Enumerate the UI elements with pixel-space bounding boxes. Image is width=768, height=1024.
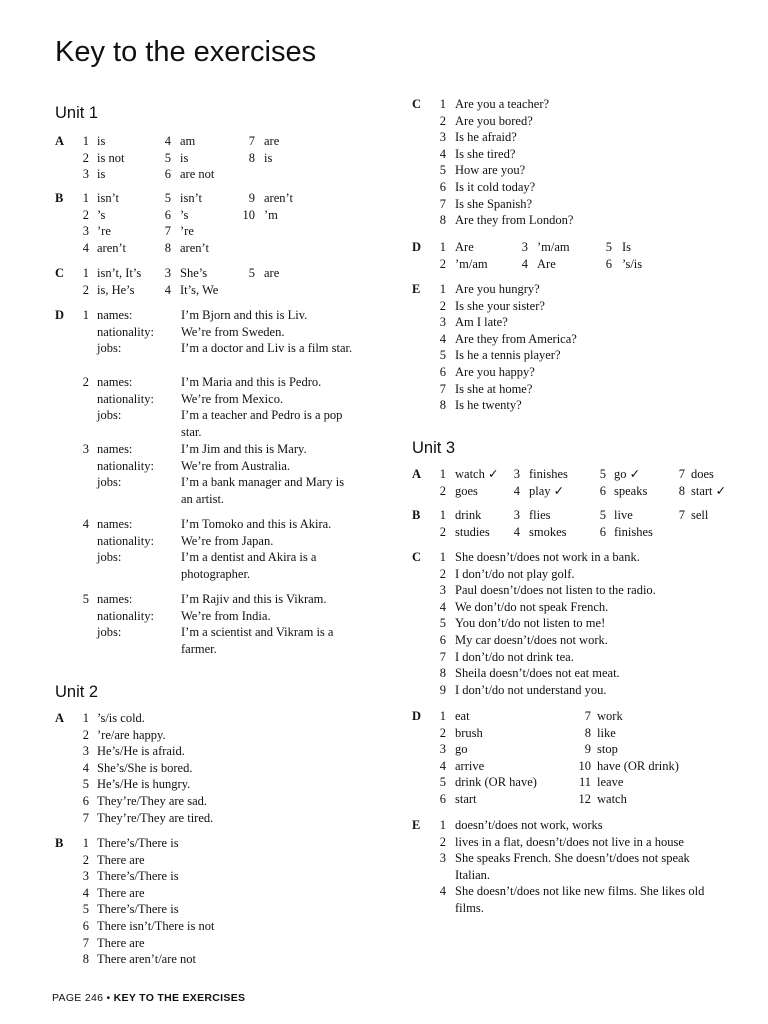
field-value: I’m Jim and this is Mary.	[181, 442, 307, 456]
field-label: names:	[97, 375, 133, 389]
item-number: 5	[164, 150, 171, 165]
answer-text: does	[691, 467, 714, 481]
field-value: We’re from Sweden.	[181, 324, 285, 339]
answer-text: Are you a teacher?	[455, 97, 550, 111]
page-number: PAGE 246	[52, 992, 104, 1004]
answer-text: They’re/They are sad.	[97, 794, 208, 808]
field-value: We’re from Japan.	[181, 533, 274, 548]
exercise-letter: C	[55, 266, 65, 280]
answer-text: Am I late?	[455, 315, 508, 330]
item-number: 4	[164, 134, 171, 148]
item-number: 2	[439, 566, 446, 581]
field-label: names:	[97, 517, 133, 531]
item-number: 10	[242, 207, 255, 222]
field-value: We’re from India.	[181, 608, 271, 623]
answer-text: ’s	[97, 207, 106, 222]
answer-text: isn’t, It’s	[97, 266, 142, 280]
field-label: names:	[97, 442, 133, 456]
footer-label: KEY TO THE EXERCISES	[113, 992, 246, 1004]
answer-text: drink (OR have)	[455, 775, 537, 790]
answer-text: play ✓	[529, 483, 565, 498]
answer-text: ’re/are happy.	[97, 727, 166, 742]
item-number: 2	[82, 207, 89, 222]
answer-text: isn’t	[180, 191, 202, 205]
item-number: 3	[513, 508, 520, 522]
item-number: 4	[82, 240, 89, 255]
item-number: 7	[439, 196, 446, 211]
answer-text: She speaks French. She doesn’t/does not speak Italian.	[455, 851, 690, 882]
answer-text: have (OR drink)	[597, 758, 679, 773]
answer-text: are	[264, 266, 280, 280]
item-number: 5	[164, 191, 171, 205]
answer-text: I don’t/do not play golf.	[455, 566, 575, 581]
answer-text: work	[597, 709, 623, 723]
item-number: 4	[439, 599, 446, 614]
item-number: 5	[439, 616, 446, 631]
answer-text: There isn’t/There is not	[97, 919, 215, 933]
field-label: nationality:	[97, 608, 154, 623]
item-number: 1	[82, 836, 89, 850]
item-number: 3	[82, 744, 89, 759]
answer-text: Are they from London?	[455, 213, 574, 228]
item-number: 4	[82, 517, 89, 531]
field-label: nationality:	[97, 533, 154, 548]
item-number: 7	[584, 709, 591, 723]
answer-text: flies	[529, 508, 551, 522]
answer-text: Are you hungry?	[455, 282, 540, 296]
item-number: 5	[605, 240, 612, 254]
answer-text: ’m	[264, 207, 278, 222]
item-number: 2	[439, 834, 446, 849]
item-number: 3	[82, 224, 89, 239]
item-number: 5	[599, 467, 606, 481]
answer-text: is	[180, 150, 189, 165]
item-number: 3	[82, 167, 89, 182]
answer-text: There are	[97, 885, 145, 900]
item-number: 2	[439, 256, 446, 271]
answer-text: ’m/am	[537, 240, 570, 254]
item-number: 7	[82, 810, 89, 825]
item-number: 8	[248, 150, 255, 165]
answer-text: ’s	[180, 207, 189, 222]
footer-bullet: •	[106, 992, 111, 1004]
item-number: 1	[82, 711, 89, 725]
field-value: We’re from Australia.	[181, 458, 291, 473]
answer-text: watch	[597, 792, 627, 806]
item-number: 2	[439, 524, 446, 539]
field-label: jobs:	[97, 550, 122, 565]
item-number: 11	[578, 775, 591, 790]
item-number: 8	[439, 666, 446, 681]
item-number: 8	[439, 213, 446, 228]
answer-text: go	[455, 742, 468, 757]
answer-text: is	[97, 134, 106, 148]
answer-text: It’s, We	[180, 282, 219, 297]
item-number: 5	[599, 508, 606, 522]
answer-text: is, He’s	[97, 282, 135, 297]
field-value: I’m a teacher and Pedro is a pop star.	[181, 408, 343, 439]
field-value: I’m a scientist and Vikram is a farmer.	[181, 625, 334, 656]
answer-text: lives in a flat, doesn’t/does not live in a house	[455, 834, 684, 849]
item-number: 6	[439, 365, 446, 379]
item-number: 6	[599, 524, 606, 539]
field-value: I’m Maria and this is Pedro.	[181, 375, 322, 389]
answer-text: We don’t/do not speak French.	[455, 599, 609, 614]
item-number: 1	[439, 818, 446, 832]
item-number: 7	[678, 467, 685, 481]
field-value: I’m a dentist and Akira is a photographer.	[181, 550, 317, 581]
item-number: 4	[513, 524, 520, 539]
exercise-letter: D	[412, 240, 422, 254]
answer-text: She’s	[180, 266, 208, 280]
item-number: 2	[439, 483, 446, 498]
item-number: 1	[439, 282, 446, 296]
item-number: 6	[439, 633, 446, 647]
item-number: 7	[164, 224, 171, 239]
item-number: 3	[439, 583, 446, 598]
answer-text: brush	[455, 725, 483, 740]
item-number: 1	[439, 467, 446, 481]
item-number: 8	[439, 398, 446, 413]
item-number: 1	[82, 134, 89, 148]
item-number: 5	[82, 902, 89, 917]
answer-text: ’m/am	[455, 256, 488, 271]
item-number: 7	[678, 508, 685, 522]
item-number: 8	[164, 240, 171, 255]
exercise-letter: D	[55, 308, 65, 322]
page-footer	[52, 992, 245, 1004]
item-number: 8	[584, 725, 591, 740]
answer-text: There are	[97, 852, 145, 867]
field-label: names:	[97, 308, 133, 322]
item-number: 7	[439, 381, 446, 396]
answer-text: aren’t	[97, 240, 126, 255]
item-number: 10	[578, 758, 591, 773]
item-number: 12	[578, 792, 591, 806]
answer-text: arrive	[455, 758, 485, 773]
answer-text: stop	[597, 742, 618, 757]
answer-text: is not	[97, 150, 125, 165]
answer-text: How are you?	[455, 163, 526, 178]
item-number: 5	[248, 266, 255, 280]
answer-text: speaks	[614, 483, 648, 498]
item-number: 2	[82, 852, 89, 867]
item-number: 6	[82, 794, 89, 808]
answer-text: ’s/is cold.	[97, 711, 145, 725]
item-number: 1	[439, 709, 446, 723]
item-number: 2	[82, 727, 89, 742]
answer-text: She’s/She is bored.	[97, 760, 193, 775]
item-number: 5	[439, 348, 446, 363]
unit-1-heading: Unit 1	[55, 104, 99, 122]
item-number: 1	[439, 240, 446, 254]
answer-text: I don’t/do not drink tea.	[455, 649, 574, 664]
item-number: 4	[439, 884, 446, 899]
answer-text: She doesn’t/does not like new films. She likes old films.	[455, 884, 705, 915]
answer-text: doesn’t/does not work, works	[455, 818, 603, 832]
item-number: 4	[439, 146, 446, 161]
answer-text: Are you happy?	[455, 365, 535, 379]
answer-text: Are	[455, 240, 474, 254]
field-label: names:	[97, 592, 133, 606]
answer-text: like	[597, 725, 616, 740]
item-number: 5	[439, 163, 446, 178]
answer-text: Is it cold today?	[455, 180, 536, 194]
answer-text: are	[264, 134, 280, 148]
answer-text: He’s/He is hungry.	[97, 777, 191, 792]
answer-text: She doesn’t/does not work in a bank.	[455, 550, 640, 564]
item-number: 1	[82, 266, 89, 280]
item-number: 7	[439, 649, 446, 664]
item-number: 4	[82, 760, 89, 775]
answer-text: watch ✓	[455, 467, 499, 481]
item-number: 2	[439, 113, 446, 128]
field-value: I’m a doctor and Liv is a film star.	[181, 341, 353, 356]
answer-text: Are they from America?	[455, 331, 577, 346]
exercise-letter: B	[55, 836, 64, 850]
item-number: 6	[164, 207, 171, 222]
answer-text: ’re	[180, 224, 194, 239]
item-number: 5	[82, 777, 89, 792]
item-number: 4	[164, 282, 171, 297]
field-label: jobs:	[97, 475, 122, 490]
item-number: 8	[678, 483, 685, 498]
item-number: 4	[513, 483, 520, 498]
unit-2-heading: Unit 2	[55, 683, 99, 701]
field-value: I’m a bank manager and Mary is an artist.	[181, 475, 345, 506]
answer-text: Are	[537, 256, 556, 271]
item-number: 3	[164, 266, 171, 280]
answer-text: isn’t	[97, 191, 119, 205]
item-number: 1	[82, 191, 89, 205]
field-label: nationality:	[97, 324, 154, 339]
answer-text: finishes	[529, 467, 568, 481]
item-number: 6	[439, 180, 446, 194]
exercise-letter: D	[412, 709, 422, 723]
item-number: 6	[439, 792, 446, 806]
answer-text: sell	[691, 508, 709, 522]
answer-text: There’s/There is	[97, 869, 179, 884]
item-number: 9	[248, 191, 255, 205]
item-number: 4	[439, 758, 446, 773]
item-number: 4	[439, 331, 446, 346]
answer-text: Are you bored?	[455, 113, 533, 128]
answer-text: go ✓	[614, 467, 641, 481]
answer-text: drink	[455, 508, 482, 522]
answer-text: aren’t	[264, 191, 293, 205]
item-number: 2	[82, 150, 89, 165]
answer-text: Is he a tennis player?	[455, 348, 561, 363]
answer-text: leave	[597, 775, 624, 790]
field-value: We’re from Mexico.	[181, 391, 284, 406]
answer-text: He’s/He is afraid.	[97, 744, 185, 759]
answer-text: Is she your sister?	[455, 298, 545, 313]
answer-text: Is she at home?	[455, 381, 533, 396]
item-number: 6	[605, 256, 612, 271]
item-number: 3	[439, 742, 446, 757]
exercise-letter: E	[412, 818, 421, 832]
answer-text: Is she Spanish?	[455, 196, 533, 211]
field-value: I’m Bjorn and this is Liv.	[181, 308, 308, 322]
item-number: 1	[439, 508, 446, 522]
answer-text: start ✓	[691, 483, 727, 498]
exercise-letter: A	[55, 711, 65, 725]
field-label: nationality:	[97, 458, 154, 473]
item-number: 3	[439, 130, 446, 145]
answer-text: Is she tired?	[455, 146, 516, 161]
answer-text: smokes	[529, 524, 567, 539]
answer-text: There’s/There is	[97, 836, 179, 850]
item-number: 4	[82, 885, 89, 900]
answer-text: am	[180, 134, 196, 148]
item-number: 1	[439, 550, 446, 564]
answer-text: I don’t/do not understand you.	[455, 682, 607, 697]
item-number: 9	[439, 682, 446, 697]
answer-text: Is he afraid?	[455, 130, 517, 145]
field-value: I’m Tomoko and this is Akira.	[181, 517, 332, 531]
item-number: 5	[439, 775, 446, 790]
answer-text: There are	[97, 935, 145, 950]
unit-3-heading: Unit 3	[412, 439, 456, 457]
field-value: I’m Rajiv and this is Vikram.	[181, 592, 327, 606]
item-number: 2	[439, 298, 446, 313]
item-number: 7	[248, 134, 255, 148]
exercise-letter: B	[412, 508, 421, 522]
item-number: 6	[82, 919, 89, 933]
item-number: 1	[82, 308, 89, 322]
answer-text: My car doesn’t/does not work.	[455, 633, 608, 647]
item-number: 9	[584, 742, 591, 757]
item-number: 3	[439, 315, 446, 330]
exercise-letter: C	[412, 550, 422, 564]
exercise-letter: C	[412, 97, 422, 111]
item-number: 2	[82, 375, 89, 389]
answer-text: They’re/They are tired.	[97, 810, 214, 825]
field-label: jobs:	[97, 625, 122, 640]
answer-text: eat	[455, 709, 470, 723]
item-number: 2	[439, 725, 446, 740]
answer-text: There aren’t/are not	[97, 952, 197, 967]
answer-text: ’s/is	[622, 256, 643, 271]
answer-text: is	[264, 150, 273, 165]
field-label: jobs:	[97, 408, 122, 423]
answer-text: is	[97, 167, 106, 182]
answer-text: Paul doesn’t/does not listen to the radio.	[455, 583, 656, 598]
exercise-letter: A	[412, 467, 422, 481]
answer-text: ’re	[97, 224, 111, 239]
answer-text: Is	[622, 240, 632, 254]
item-number: 3	[82, 442, 89, 456]
field-label: jobs:	[97, 341, 122, 356]
answer-text: There’s/There is	[97, 902, 179, 917]
item-number: 3	[82, 869, 89, 884]
item-number: 5	[82, 592, 89, 606]
answer-text: You don’t/do not listen to me!	[455, 616, 606, 631]
item-number: 4	[521, 256, 528, 271]
answer-text: goes	[455, 483, 478, 498]
answer-text: live	[614, 508, 633, 522]
item-number: 3	[521, 240, 528, 254]
item-number: 6	[599, 483, 606, 498]
answer-text: studies	[455, 524, 490, 539]
page-title: Key to the exercises	[55, 36, 317, 68]
item-number: 1	[439, 97, 446, 111]
exercise-letter: A	[55, 134, 65, 148]
item-number: 6	[164, 167, 171, 182]
answer-text: Sheila doesn’t/does not eat meat.	[455, 666, 620, 681]
item-number: 3	[439, 851, 446, 866]
item-number: 7	[82, 935, 89, 950]
item-number: 2	[82, 282, 89, 297]
answer-text: are not	[180, 167, 215, 182]
answer-text: aren’t	[180, 240, 209, 255]
answer-text: start	[455, 792, 477, 806]
answer-text: finishes	[614, 524, 653, 539]
exercise-letter: B	[55, 191, 64, 205]
item-number: 3	[513, 467, 520, 481]
answer-text: Is he twenty?	[455, 398, 522, 413]
field-label: nationality:	[97, 391, 154, 406]
exercise-letter: E	[412, 282, 421, 296]
item-number: 8	[82, 952, 89, 967]
